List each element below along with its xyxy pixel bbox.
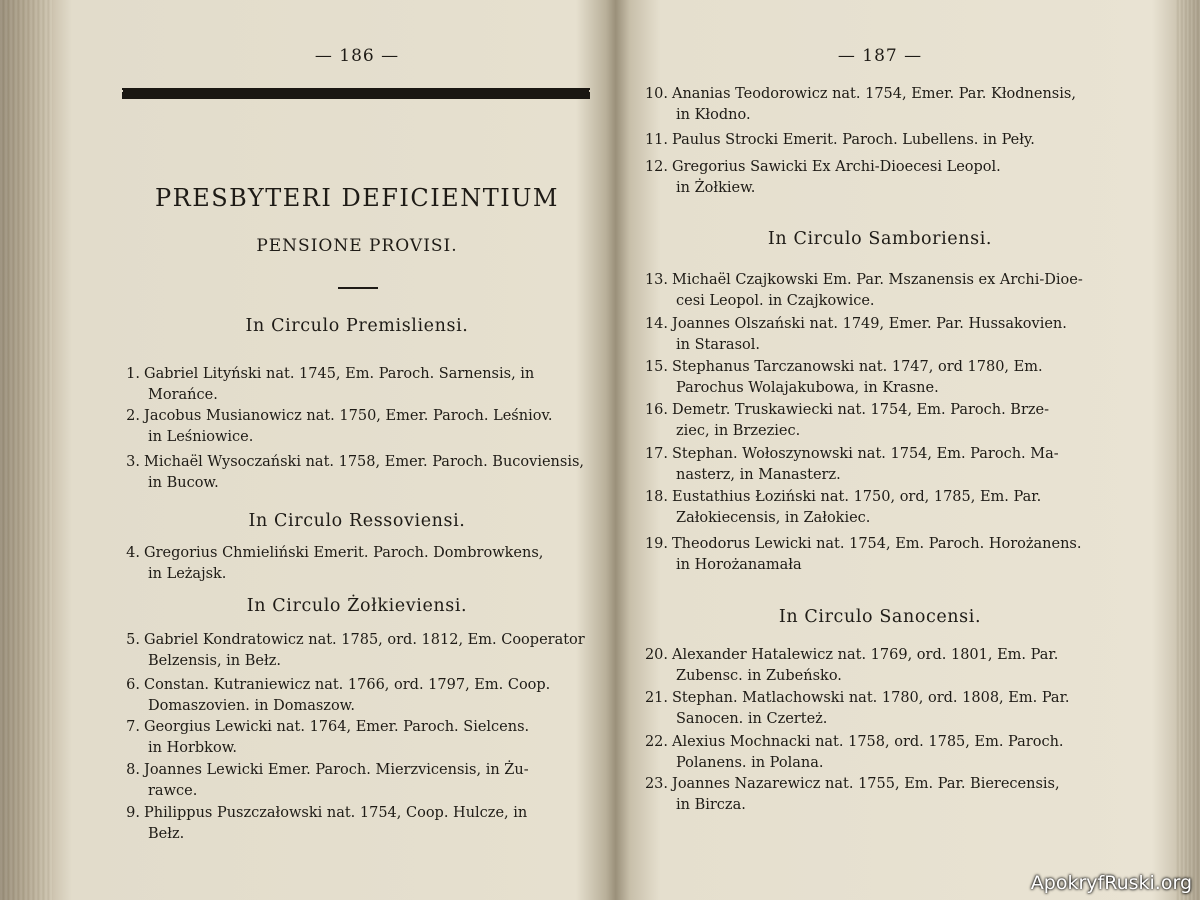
entry-text-cont: Bełz. (148, 826, 185, 842)
entry-number: 17. (644, 446, 668, 462)
entry-text: Eustathius Łoziński nat. 1750, ord, 1785, Em. Par. (672, 489, 1042, 505)
entry-text-cont: in Starasol. (676, 337, 760, 353)
entry-text: Jacobus Musianowicz nat. 1750, Emer. Paroch. Leśniov. (144, 408, 553, 424)
entry-text: Gabriel Kondratowicz nat. 1785, ord. 1812, Em. Cooperator (144, 632, 585, 648)
entry-text-cont: in Bircza. (676, 797, 746, 813)
entry-text-cont: in Horożanamała (676, 557, 802, 573)
entry-text-cont: Belzensis, in Bełz. (148, 653, 281, 669)
list-item (112, 543, 602, 585)
entry-text-cont: Sanocen. in Czerteż. (676, 711, 828, 727)
entry-text-cont: Polanens. in Polana. (676, 755, 824, 771)
entry-text-cont: Załokiecensis, in Załokiec. (676, 510, 871, 526)
entry-text: Stephanus Tarczanowski nat. 1747, ord 1780, Em. (672, 359, 1043, 375)
entry-text-cont: nasterz, in Manasterz. (676, 467, 841, 483)
entry-number: 15. (644, 359, 668, 375)
entry-text: Joannes Nazarewicz nat. 1755, Em. Par. Bierecensis, (672, 776, 1060, 792)
section-heading: In Circulo Sanocensi. (778, 607, 982, 627)
list-item (640, 314, 1120, 356)
entry-text-cont: in Kłodno. (676, 107, 751, 123)
list-item (640, 400, 1120, 442)
entry-number: 18. (644, 489, 668, 505)
list-item (640, 444, 1120, 486)
section-heading: In Circulo Żołkieviensi. (246, 596, 468, 616)
section-heading: In Circulo Samboriensi. (767, 229, 993, 249)
entry-text-cont: in Leśniowice. (148, 429, 254, 445)
list-item (112, 630, 602, 672)
list-item (112, 803, 602, 845)
entry-text-cont: rawce. (148, 783, 198, 799)
entry-text: Theodorus Lewicki nat. 1754, Em. Paroch. Horożanens. (672, 536, 1082, 552)
list-item (640, 157, 1120, 199)
page-number: — 186 — (314, 46, 400, 66)
entry-number: 4. (126, 545, 140, 561)
list-item (112, 364, 602, 406)
entry-text-cont: Parochus Wolajakubowa, in Krasne. (676, 380, 939, 396)
entry-text: Michaël Wysoczański nat. 1758, Emer. Paroch. Bucoviensis, (144, 454, 585, 470)
list-item (640, 84, 1120, 126)
watermark: ApokryfRuski.org (1030, 872, 1192, 894)
entry-number: 12. (644, 159, 668, 175)
entry-number: 14. (644, 316, 668, 332)
entry-number: 16. (644, 402, 668, 418)
page-edges-left (0, 0, 52, 900)
entry-text: Constan. Kutraniewicz nat. 1766, ord. 1797, Em. Coop. (144, 677, 551, 693)
list-item (640, 732, 1120, 774)
list-item (112, 760, 602, 802)
entry-text: Joannes Lewicki Emer. Paroch. Mierzvicensis, in Żu- (144, 762, 529, 778)
entry-text-cont: Morańce. (148, 387, 218, 403)
entry-text: Alexander Hatalewicz nat. 1769, ord. 1801, Em. Par. (672, 647, 1059, 663)
list-item (640, 357, 1120, 399)
entry-text: Gregorius Sawicki Ex Archi-Dioecesi Leopol. (672, 159, 1001, 175)
entry-number: 7. (126, 719, 140, 735)
entry-text: Georgius Lewicki nat. 1764, Emer. Paroch. Sielcens. (144, 719, 530, 735)
page-title: PRESBYTERI DEFICIENTIUM (155, 184, 559, 212)
entry-text-cont: in Leżajsk. (148, 566, 227, 582)
right-page (640, 0, 1120, 900)
entry-number: 5. (126, 632, 140, 648)
page-subtitle: PENSIONE PROVISI. (256, 236, 458, 256)
list-item (640, 534, 1120, 576)
entry-text: Stephan. Matlachowski nat. 1780, ord. 1808, Em. Par. (672, 690, 1070, 706)
entry-number: 8. (126, 762, 140, 778)
entry-text: Gregorius Chmieliński Emerit. Paroch. Dombrowkens, (144, 545, 544, 561)
section-heading: In Circulo Ressoviensi. (248, 511, 466, 531)
entry-number: 3. (126, 454, 140, 470)
list-item (112, 675, 602, 717)
header-rule (122, 92, 590, 99)
entry-text-cont: cesi Leopol. in Czajkowice. (676, 293, 875, 309)
page-number: — 187 — (837, 46, 923, 66)
entry-number: 13. (644, 272, 668, 288)
list-item (640, 774, 1120, 816)
list-item (640, 270, 1120, 312)
entry-number: 21. (644, 690, 668, 706)
divider (338, 287, 378, 289)
entry-text: Joannes Olszański nat. 1749, Emer. Par. Hussakovien. (672, 316, 1067, 332)
entry-number: 20. (644, 647, 668, 663)
entry-text: Demetr. Truskawiecki nat. 1754, Em. Paroch. Brze- (672, 402, 1050, 418)
entry-text: Philippus Puszczałowski nat. 1754, Coop. Hulcze, in (144, 805, 528, 821)
entry-text: Paulus Strocki Emerit. Paroch. Lubellens. in Peły. (672, 132, 1035, 148)
left-page (112, 0, 602, 900)
list-item (640, 130, 1120, 151)
section-heading: In Circulo Premisliensi. (245, 316, 469, 336)
entry-text-cont: ziec, in Brzeziec. (676, 423, 801, 439)
entry-text: Michaël Czajkowski Em. Par. Mszanensis ex Archi-Dioe- (672, 272, 1083, 288)
list-item (640, 487, 1120, 529)
entry-number: 2. (126, 408, 140, 424)
entry-number: 11. (644, 132, 668, 148)
entry-number: 6. (126, 677, 140, 693)
entry-number: 1. (126, 366, 140, 382)
entry-number: 22. (644, 734, 668, 750)
entry-number: 19. (644, 536, 668, 552)
entry-text: Alexius Mochnacki nat. 1758, ord. 1785, Em. Paroch. (672, 734, 1064, 750)
entry-text-cont: in Żołkiew. (676, 180, 756, 196)
entry-text: Gabriel Lityński nat. 1745, Em. Paroch. Sarnensis, in (144, 366, 535, 382)
list-item (112, 452, 602, 494)
entry-text-cont: Zubensc. in Zubeńsko. (676, 668, 842, 684)
entry-number: 9. (126, 805, 140, 821)
entry-text: Stephan. Wołoszynowski nat. 1754, Em. Paroch. Ma- (672, 446, 1059, 462)
list-item (112, 717, 602, 759)
list-item (112, 406, 602, 448)
list-item (640, 645, 1120, 687)
entry-text-cont: in Horbkow. (148, 740, 237, 756)
entry-number: 10. (644, 86, 668, 102)
entry-number: 23. (644, 776, 668, 792)
page-edges-right (1176, 0, 1200, 900)
entry-text: Ananias Teodorowicz nat. 1754, Emer. Par. Kłodnensis, (672, 86, 1076, 102)
entry-text-cont: Domaszovien. in Domaszow. (148, 698, 355, 714)
list-item (640, 688, 1120, 730)
entry-text-cont: in Bucow. (148, 475, 219, 491)
